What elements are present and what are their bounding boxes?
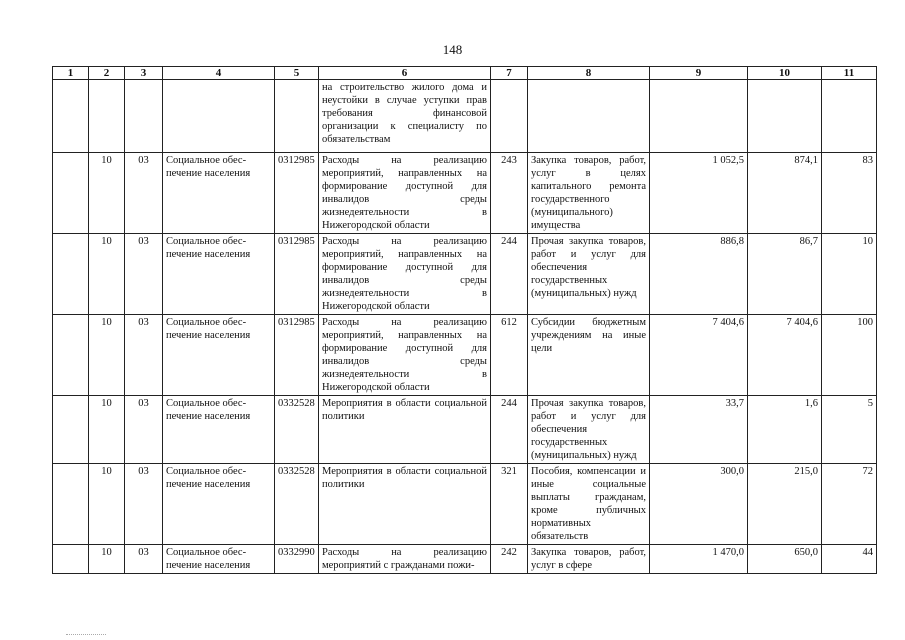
table-row xyxy=(53,396,877,464)
table-cell xyxy=(125,80,163,153)
table-cell: 03 xyxy=(125,315,163,396)
table-row xyxy=(53,545,877,574)
table-cell: Социальное обес-печение населения xyxy=(163,464,275,545)
table-cell xyxy=(53,153,89,234)
header-row xyxy=(53,67,877,80)
table-cell: 1,6 xyxy=(748,396,822,464)
table-cell: 7 404,6 xyxy=(748,315,822,396)
table-cell xyxy=(53,545,89,574)
table-cell: 72 xyxy=(822,464,877,545)
table-cell: Прочая закупка товаров, работ и услуг для обеспечения государственных (муниципальных) нужд xyxy=(528,396,650,464)
table-cell xyxy=(650,80,748,153)
table-cell: 03 xyxy=(125,234,163,315)
table-cell xyxy=(53,464,89,545)
table-cell: Пособия, компенсации и иные социальные выплаты гражданам, кроме публичных нормативных обязательств xyxy=(528,464,650,545)
table-cell: 03 xyxy=(125,545,163,574)
table-cell: 10 xyxy=(89,153,125,234)
table-cell: 612 xyxy=(491,315,528,396)
table-row xyxy=(53,315,877,396)
table-cell: Расходы на реализацию мероприятий, направленных на формирование доступной для инвалидов среды жизнедеятельности в Нижегородской области xyxy=(319,234,491,315)
table-cell: Социальное обес-печение населения xyxy=(163,545,275,574)
col-header: 10 xyxy=(748,67,822,80)
table-cell: Закупка товаров, работ, услуг в целях капитального ремонта государственного (муниципального) имущества xyxy=(528,153,650,234)
table-cell: 321 xyxy=(491,464,528,545)
table-cell: 03 xyxy=(125,396,163,464)
table-row xyxy=(53,234,877,315)
table-cell: 300,0 xyxy=(650,464,748,545)
table-cell: 7 404,6 xyxy=(650,315,748,396)
col-header: 11 xyxy=(822,67,877,80)
table-cell: 10 xyxy=(89,234,125,315)
table-row xyxy=(53,153,877,234)
col-header: 1 xyxy=(53,67,89,80)
table-row xyxy=(53,80,877,153)
table-cell: 0312985 xyxy=(275,315,319,396)
table-cell: 03 xyxy=(125,153,163,234)
table-cell xyxy=(89,80,125,153)
scan-artifact xyxy=(66,634,106,636)
table-cell xyxy=(491,80,528,153)
table-cell: 10 xyxy=(89,464,125,545)
table-cell: Прочая закупка товаров, работ и услуг для обеспечения государственных (муниципальных) нужд xyxy=(528,234,650,315)
table-cell: 244 xyxy=(491,396,528,464)
table-cell: 215,0 xyxy=(748,464,822,545)
table-cell: 5 xyxy=(822,396,877,464)
table-cell: 0332528 xyxy=(275,464,319,545)
table-cell: Социальное обес-печение населения xyxy=(163,153,275,234)
table-cell xyxy=(53,315,89,396)
table-cell: Мероприятия в области социальной политики xyxy=(319,464,491,545)
table-cell xyxy=(163,80,275,153)
table-cell: 0332990 xyxy=(275,545,319,574)
table-cell xyxy=(822,80,877,153)
table-cell: Расходы на реализацию мероприятий, направленных на формирование доступной для инвалидов среды жизнедеятельности в Нижегородской области xyxy=(319,153,491,234)
table-cell: 83 xyxy=(822,153,877,234)
col-header: 8 xyxy=(528,67,650,80)
budget-table xyxy=(52,66,877,574)
table-cell: Мероприятия в области социальной политики xyxy=(319,396,491,464)
col-header: 2 xyxy=(89,67,125,80)
table-cell: 874,1 xyxy=(748,153,822,234)
col-header: 6 xyxy=(319,67,491,80)
table-cell: Закупка товаров, работ, услуг в сфере xyxy=(528,545,650,574)
table-cell xyxy=(748,80,822,153)
table-cell: 44 xyxy=(822,545,877,574)
table-cell: Расходы на реализацию мероприятий с гражданами пожи- xyxy=(319,545,491,574)
table-cell: 243 xyxy=(491,153,528,234)
table-cell xyxy=(528,80,650,153)
table-cell: 86,7 xyxy=(748,234,822,315)
table-cell: 650,0 xyxy=(748,545,822,574)
table-cell: 10 xyxy=(89,396,125,464)
table-cell xyxy=(53,234,89,315)
table-cell: 0312985 xyxy=(275,153,319,234)
table-cell xyxy=(53,80,89,153)
table-cell: 1 470,0 xyxy=(650,545,748,574)
table-cell: 0332528 xyxy=(275,396,319,464)
table-cell: Расходы на реализацию мероприятий, направленных на формирование доступной для инвалидов среды жизнедеятельности в Нижегородской области xyxy=(319,315,491,396)
table-cell: 10 xyxy=(89,315,125,396)
table-cell: 244 xyxy=(491,234,528,315)
table-cell: 1 052,5 xyxy=(650,153,748,234)
table-cell: на строительство жилого дома и неустойки в случае уступки прав требования финансовой организации к специалисту по обязательствам xyxy=(319,80,491,153)
table-cell: 10 xyxy=(822,234,877,315)
table-cell: 03 xyxy=(125,464,163,545)
table-cell: 886,8 xyxy=(650,234,748,315)
table-row xyxy=(53,464,877,545)
table-cell: Социальное обес-печение населения xyxy=(163,315,275,396)
col-header: 3 xyxy=(125,67,163,80)
table-cell: 242 xyxy=(491,545,528,574)
table-cell: 100 xyxy=(822,315,877,396)
col-header: 7 xyxy=(491,67,528,80)
col-header: 4 xyxy=(163,67,275,80)
table-cell: 0312985 xyxy=(275,234,319,315)
table-cell: 33,7 xyxy=(650,396,748,464)
col-header: 5 xyxy=(275,67,319,80)
table-cell xyxy=(275,80,319,153)
page-number: 148 xyxy=(442,42,463,57)
table-cell: Социальное обес-печение населения xyxy=(163,396,275,464)
table-cell xyxy=(53,396,89,464)
col-header: 9 xyxy=(650,67,748,80)
table-cell: Субсидии бюджетным учреждениям на иные цели xyxy=(528,315,650,396)
table-cell: 10 xyxy=(89,545,125,574)
table-cell: Социальное обес-печение населения xyxy=(163,234,275,315)
